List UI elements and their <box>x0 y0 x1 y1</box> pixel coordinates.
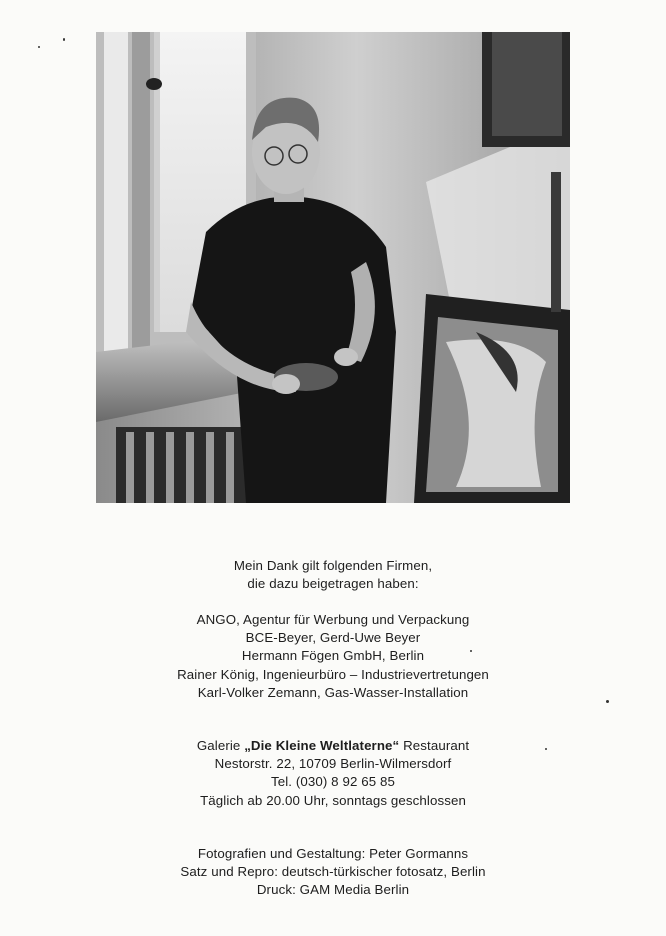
scan-speck <box>545 748 547 750</box>
artist-photo <box>96 32 570 503</box>
gallery-suffix: Restaurant <box>399 738 470 753</box>
gallery-title <box>0 737 666 755</box>
sponsor-item: Rainer König, Ingenieurbüro – Industrievertretungen <box>177 666 489 682</box>
scan-speck <box>38 46 40 48</box>
thanks-line: Mein Dank gilt folgenden Firmen, <box>233 558 433 573</box>
gallery-hours: Täglich ab 20.00 Uhr, sonntags geschlossen <box>200 792 466 808</box>
thanks-line: die dazu beigetragen haben: <box>247 576 419 592</box>
sponsor-item: ANGO, Agentur für Werbung und Verpackung <box>196 612 470 627</box>
scan-speck <box>470 650 472 652</box>
credits <box>0 845 666 900</box>
sponsor-list <box>0 611 666 702</box>
credit-line: Fotografien und Gestaltung: Peter Gormanns <box>197 846 469 861</box>
gallery-phone: Tel. (030) 8 92 65 85 <box>270 774 396 790</box>
credit-line: Druck: GAM Media Berlin <box>256 882 410 898</box>
sponsor-item: Karl-Volker Zemann, Gas-Wasser-Installation <box>197 684 469 700</box>
scan-speck <box>63 38 65 41</box>
gallery-prefix: Galerie <box>196 738 245 753</box>
gallery-name: „Die Kleine Weltlaterne“ <box>244 738 400 753</box>
credit-line: Satz und Repro: deutsch-türkischer fotosatz, Berlin <box>180 864 486 880</box>
gallery-info <box>0 737 666 810</box>
sponsor-item: Hermann Fögen GmbH, Berlin <box>241 648 425 664</box>
gallery-address: Nestorstr. 22, 10709 Berlin-Wilmersdorf <box>214 756 452 772</box>
scan-speck <box>606 700 609 703</box>
thanks-intro <box>0 557 666 593</box>
sponsor-item: BCE-Beyer, Gerd-Uwe Beyer <box>245 630 421 646</box>
